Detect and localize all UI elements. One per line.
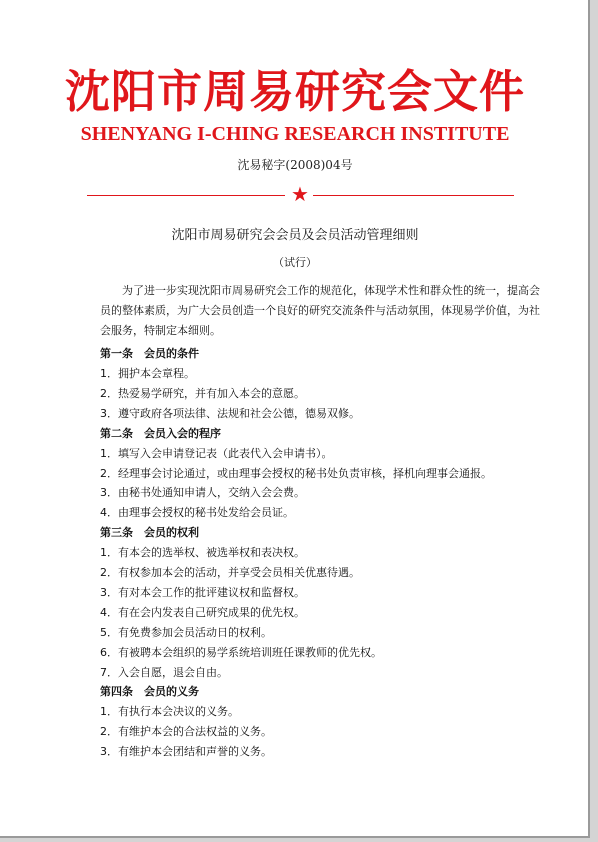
section-heading: 第四条 会员的义务 [100,685,199,699]
list-item: 4．有在会内发表自己研究成果的优先权。 [100,605,305,619]
list-item: 3．有维护本会团结和声誉的义务。 [100,745,272,759]
list-item: 2．有权参加本会的活动，并享受会员相关优惠待遇。 [100,566,360,580]
list-item: 2．有维护本会的合法权益的义务。 [100,725,272,739]
list-item: 2．经理事会讨论通过，或由理事会授权的秘书处负责审核，择机向理事会通报。 [100,466,492,480]
list-item: 6．有被聘本会组织的易学系统培训班任课教师的优先权。 [100,645,382,659]
list-item: 3．由秘书处通知申请人，交纳入会会费。 [100,486,305,500]
section-heading: 第一条 会员的条件 [100,347,199,360]
list-item: 7．入会自愿，退会自由。 [100,665,228,679]
section-2 [100,424,540,524]
star-icon: ★ [291,182,309,206]
list-item: 5．有免费参加会员活动日的权利。 [100,625,272,639]
section-3 [100,523,540,682]
list-item: 1．填写入会申请登记表（此表代入会申请书）。 [100,446,333,460]
document-subtitle: （试行） [273,256,317,269]
letterhead-rule-right [313,195,514,196]
list-item: 3．有对本会工作的批评建议权和监督权。 [100,586,305,600]
list-item: 1．有执行本会决议的义务。 [100,705,239,719]
document-title: 沈阳市周易研究会会员及会员活动管理细则 [171,228,419,243]
letterhead-title-en: SHENYANG I-CHING RESEARCH INSTITUTE [80,123,510,145]
list-item: 1．拥护本会章程。 [100,367,195,380]
document-number: 沈易秘字(2008)04号 [237,158,353,172]
list-item: 3．遵守政府各项法律、法规和社会公德，德易双修。 [100,406,360,420]
letterhead-title-cn: 沈阳市周易研究会文件 [64,65,525,118]
section-heading: 第三条 会员的权利 [100,526,199,540]
list-item: 1．有本会的选举权、被选举权和表决权。 [100,546,305,560]
intro-paragraph: 为了进一步实现沈阳市周易研究会工作的规范化，体现学术性和群众性的统一，提高会员的整体素质，为广大会员创造一个良好的研究交流条件与活动氛围，体现易学价值，为社会服务，特制定本细则。 [100,284,540,337]
list-item: 4．由理事会授权的秘书处发给会员证。 [100,506,294,520]
list-item: 2．热爱易学研究，并有加入本会的意愿。 [100,386,305,400]
section-1 [100,344,540,424]
section-4 [100,682,540,762]
letterhead-rule-left [87,195,285,196]
section-heading: 第二条 会员入会的程序 [100,426,221,440]
document-body [100,281,540,762]
